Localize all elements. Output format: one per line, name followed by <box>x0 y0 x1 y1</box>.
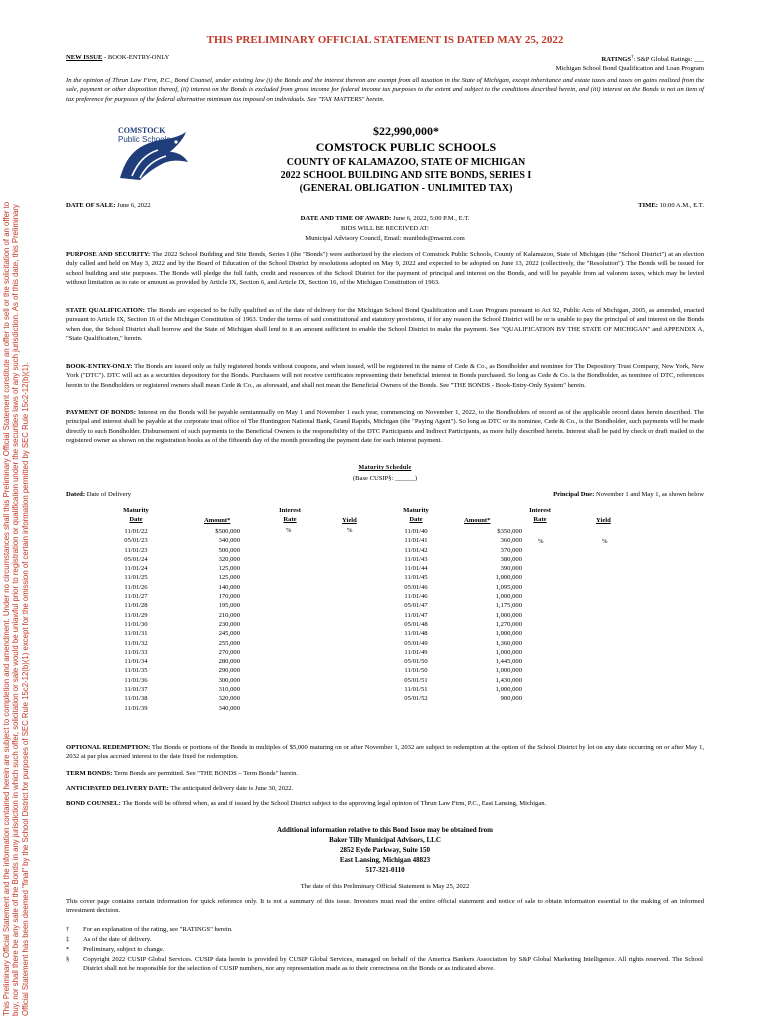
maturity-row <box>116 629 246 638</box>
advisor-phone: 517-321-0110 <box>365 866 405 874</box>
principal-due-line <box>66 490 704 499</box>
maturity-amount: 280,000 <box>218 658 240 666</box>
maturity-row <box>396 648 536 657</box>
title-line-1: COUNTY OF KALAMAZOO, STATE OF MICHIGAN <box>286 157 526 168</box>
maturity-row <box>396 601 536 610</box>
rate-header-line: Rate <box>283 516 297 524</box>
maturity-row <box>116 536 246 545</box>
delivery-date-text: The anticipated delivery date is June 30, 2022. <box>170 785 294 792</box>
footnote-text: As of the date of delivery. <box>83 936 152 943</box>
right-maturity-table <box>396 527 536 704</box>
maturity-date: 11/01/51 <box>404 686 428 694</box>
maturity-date: 11/01/46 <box>404 593 428 601</box>
maturity-row <box>396 583 536 592</box>
maturity-date: 11/01/28 <box>124 602 148 610</box>
ratings-value: : S&P Global Ratings: ___ <box>633 56 704 64</box>
maturity-row <box>396 573 536 582</box>
principal-due-value: November 1 and May 1, as shown below <box>595 491 704 498</box>
book-entry-text: The Bonds are issued only as fully registered bonds without coupons, and when issued, will be registered in the name of Cede & Co., as Bondholder and nominee for The Depository Trust Company, New York, New York ("DTC"). DTC will act as a securities depository for the Bonds. Purchasers will not receive certificates representing their beneficial interest in Bonds purchased. So long as Cede & Co. is the Bondholder, as nominee of DTC, references herein to the Bondholders or registered owners shall mean Cede & Co., as aforesaid, and shall not mean the Beneficial Owners of the Bonds. See "THE BONDS - Book-Entry-Only System" herein. <box>66 363 704 389</box>
maturity-row <box>116 704 246 713</box>
maturity-row <box>396 657 536 666</box>
statement-date: The date of this Preliminary Official Statement is May 25, 2022 <box>300 883 470 890</box>
maturity-amount: 300,000 <box>218 676 240 684</box>
maturity-amount: 210,000 <box>218 611 240 619</box>
payment-text: Interest on the Bonds will be payable semiannually on May 1 and November 1 each year, commencing on November 1, 2022, to the Bondholders of record as of the applicable record dates herein described. The principal and interest shall be payable at the corporate trust office of The Huntington National Bank, Grand Rapids, Michigan (the "Paying Agent"). So long as DTC or its nominee, Cede & Co., is the Bondholder, such payments will be made directly to such Bondholder. Disbursement of such payments to the Beneficial Owners is the responsibility of the DTC Participants and Indirect Participants, as more fully described herein. Interest shall be paid by check or draft mailed to the registered owner as shown on the registration books as of the fifteenth day of the month preceding the payment date for each interest payment. <box>66 409 704 444</box>
term-bonds-label: TERM BONDS: <box>66 770 113 777</box>
maturity-row <box>396 639 536 648</box>
book-entry-only-label: BOOK-ENTRY-ONLY: <box>66 363 133 370</box>
bids-email: Municipal Advisory Council, Email: munibids@macmi.com <box>305 235 465 242</box>
maturity-date: 05/01/48 <box>404 620 428 628</box>
maturity-row <box>396 685 536 694</box>
contact-intro: Additional information relative to this Bond Issue may be obtained from <box>277 826 493 834</box>
maturity-amount: 340,000 <box>218 704 240 712</box>
maturity-amount: 125,000 <box>218 565 240 573</box>
side-disclaimer-line: Official Statement has been deemed "final" by the School District for purposes of SEC Rule 15c2-12(b)(1) except for the omission of certain information permitted by SEC Rule 15c2-12(b)(1). <box>20 362 30 1016</box>
maturity-row <box>396 592 536 601</box>
ratings <box>66 53 704 64</box>
maturity-date: 11/01/34 <box>124 658 148 666</box>
maturity-row <box>116 583 246 592</box>
maturity-row <box>396 536 536 545</box>
maturity-amount: 255,000 <box>218 639 240 647</box>
logo-line-1: COMSTOCK <box>118 126 166 135</box>
side-disclaimer-line: This Preliminary Official Statement and the information contained herein are subject to completion and amendment. Under no circumstances shall this Preliminary Official Statement constitute an offer to sell or the solicitation of an offer to <box>2 201 11 1016</box>
maturity-amount: 380,000 <box>500 555 522 563</box>
right-rate-symbol: % <box>538 538 544 545</box>
maturity-row <box>396 620 536 629</box>
maturity-date: 11/01/24 <box>124 565 148 573</box>
ratings-program: Michigan School Bond Qualification and Loan Program <box>555 65 704 72</box>
maturity-amount: 290,000 <box>218 667 240 675</box>
right-amount-header: Amount* <box>464 517 491 524</box>
maturity-date: 11/01/48 <box>404 630 428 638</box>
maturity-date: 11/01/35 <box>124 667 148 675</box>
maturity-row <box>396 676 536 685</box>
delivery-date-label: ANTICIPATED DELIVERY DATE: <box>66 785 169 792</box>
footnote-text: Preliminary, subject to change. <box>83 946 165 953</box>
maturity-amount: 340,000 <box>218 537 240 545</box>
maturity-row <box>116 666 246 675</box>
maturity-date: 05/01/51 <box>404 676 428 684</box>
maturity-date: 05/01/24 <box>124 555 148 563</box>
maturity-date: 11/01/31 <box>124 630 148 638</box>
maturity-amount: 1,175,000 <box>495 602 522 610</box>
principal-due-label: Principal Due: <box>553 491 595 498</box>
left-yield-header: Yield <box>342 517 357 524</box>
maturity-date: 11/01/23 <box>124 546 148 554</box>
maturity-amount: 320,000 <box>218 555 240 563</box>
ratings-footnote-mark: † <box>631 55 634 60</box>
side-disclaimer <box>2 16 30 1016</box>
sale-time <box>66 201 704 210</box>
maturity-date: 11/01/45 <box>404 574 428 582</box>
award-time <box>66 214 704 223</box>
maturity-row <box>116 685 246 694</box>
delivery-date-section <box>66 784 704 793</box>
left-rate-header <box>272 506 308 525</box>
rate-header-line: Rate <box>533 516 547 524</box>
maturity-amount: 270,000 <box>218 648 240 656</box>
maturity-date: 11/01/50 <box>404 667 428 675</box>
maturity-amount: $350,000 <box>497 528 522 535</box>
bond-counsel-text: The Bonds will be offered when, as and if issued by the School District subject to the approving legal opinion of Thrun Law Firm, P.C., East Lansing, Michigan. <box>122 800 547 807</box>
maturity-date: 05/01/50 <box>404 658 428 666</box>
maturity-amount: 1,000,000 <box>495 667 522 675</box>
maturity-amount: 1,430,000 <box>495 676 522 684</box>
maturity-date: 11/01/30 <box>124 620 148 628</box>
term-bonds-text: Term Bonds are permitted. See "THE BONDS – Term Bonds" herein. <box>113 770 299 777</box>
interest-header-line: Interest <box>529 507 551 514</box>
purpose-label: PURPOSE AND SECURITY: <box>66 251 151 258</box>
logo-line-2: Public Schools <box>118 135 171 144</box>
school-logo <box>112 118 192 182</box>
maturity-header-line: Maturity <box>403 507 429 514</box>
maturity-amount: 310,000 <box>218 686 240 694</box>
advisor-city: East Lansing, Michigan 48823 <box>339 856 431 864</box>
maturity-date: 11/01/29 <box>124 611 148 619</box>
maturity-row <box>396 629 536 638</box>
preliminary-banner: THIS PRELIMINARY OFFICIAL STATEMENT IS DATED MAY 25, 2022 <box>206 34 564 46</box>
advisor-name: Baker Tilly Municipal Advisors, LLC <box>329 836 441 844</box>
maturity-row <box>396 694 536 703</box>
award-label: DATE AND TIME OF AWARD: <box>300 215 392 222</box>
maturity-amount: 320,000 <box>218 695 240 703</box>
maturity-date: 11/01/32 <box>124 639 148 647</box>
maturity-amount: 1,000,000 <box>495 686 522 694</box>
cover-note: This cover page contains certain information for quick reference only. It is not a summary of this issue. Investors must read the entire official statement and notice of sale to obtain information essential to the making of an informed investment decision. <box>66 898 704 915</box>
advisor-street: 2852 Eyde Parkway, Suite 150 <box>339 846 431 854</box>
state-qualification-text: The Bonds are expected to be fully qualified as of the date of delivery for the Michigan School Bond Qualification and Loan Program pursuant to Act 92, Public Acts of Michigan, 2005, as amended, enacted pursuant to Article IX, Section 16 of the Michigan Constitution of 1963. Under the terms of said constitutional and statutory provisions, if for any reason the School District will be or is unable to pay the principal of and interest on the Bonds when due, the School District shall borrow and the State of Michigan shall lend to it an amount sufficient to enable the School District to make the payment. See "QUALIFICATION BY THE STATE OF MICHIGAN" and APPENDIX A, "State Qualification," herein. <box>66 307 704 342</box>
footnote-mark: * <box>66 946 70 953</box>
maturity-amount: 195,000 <box>218 602 240 610</box>
state-qualification-label: STATE QUALIFICATION: <box>66 307 145 314</box>
maturity-amount: 230,000 <box>218 620 240 628</box>
bids-line: BIDS WILL BE RECEIVED AT: <box>341 225 429 232</box>
maturity-amount: 1,000,000 <box>495 630 522 638</box>
maturity-date: 11/01/41 <box>404 537 428 545</box>
maturity-amount: 140,000 <box>218 583 240 591</box>
date-of-sale-label: DATE OF SALE: <box>66 202 116 209</box>
maturity-row <box>116 601 246 610</box>
title-line-3: (GENERAL OBLIGATION - UNLIMITED TAX) <box>299 183 513 194</box>
maturity-amount: 1,270,000 <box>495 620 522 628</box>
maturity-amount: 500,000 <box>218 546 240 554</box>
optional-redemption-label: OPTIONAL REDEMPTION: <box>66 744 151 751</box>
interest-header-line: Interest <box>279 507 301 514</box>
tax-opinion: In the opinion of Thrun Law Firm, P.C., Bond Counsel, under existing law (i) the Bonds and the interest thereon are exempt from all taxation in the State of Michigan, except inheritance and estate taxes and taxes on gains realized from the sale, payment or other disposition thereof, (ii) interest on the Bonds is excluded from gross income for federal income tax purposes to the extent and subject to the conditions described herein, and (iii) interest on the Bonds is not an item of tax preference for purposes of the federal alternative minimum tax imposed on individuals. See "TAX MATTERS" herein. <box>66 77 704 103</box>
right-rate-header <box>522 506 558 525</box>
ratings-label: RATINGS <box>601 56 632 64</box>
date-header-line: Date <box>409 516 423 524</box>
maturity-row <box>116 611 246 620</box>
maturity-amount: 1,095,000 <box>495 583 522 591</box>
footnote-mark: ‡ <box>66 936 70 943</box>
maturity-date: 11/01/49 <box>404 648 428 656</box>
maturity-date: 11/01/43 <box>404 555 428 563</box>
maturity-row <box>116 527 246 536</box>
optional-redemption-text: The Bonds or portions of the Bonds in multiples of $5,000 maturing on or after November 1, 2032 are subject to redemption at the option of the School District by lot on any date occurring on or after May 1, 2032 at par plus accrued interest to the date fixed for redemption. <box>66 744 705 761</box>
optional-redemption-section <box>66 743 704 762</box>
title-line-2: 2022 SCHOOL BUILDING AND SITE BONDS, SERIES I <box>280 170 532 181</box>
maturity-amount: 245,000 <box>218 630 240 638</box>
right-yield-symbol: % <box>602 538 608 545</box>
purpose-text: The 2022 School Building and Site Bonds, Series I (the "Bonds") were authorized by the electors of Comstock Public Schools, County of Kalamazoo, State of Michigan (the "School District") at an election duly called and held on May 3, 2022 and by the Board of Education of the School District by resolutions adopted on May 9, 2022 and expected to be adopted on June 13, 2022 (collectively, the "Resolution"). The Bonds will be issued for school building and site purposes. The Bonds will pledge the full faith, credit and resources of the School District for the payment of principal and interest on the Bonds, and will be payable from ad valorem taxes, which may be levied without limitation as to rate or amount as provided by Article IX, Section 6, and Article IX, Section 16, of the Michigan Constitution of 1963. <box>66 251 704 286</box>
maturity-amount: 125,000 <box>218 574 240 582</box>
maturity-date: 11/01/26 <box>124 583 148 591</box>
term-bonds-section <box>66 769 704 778</box>
maturity-row <box>116 648 246 657</box>
maturity-row <box>396 666 536 675</box>
dated-value: Date of Delivery <box>86 491 132 498</box>
right-maturity-header <box>396 506 436 525</box>
date-of-sale-value: June 6, 2022 <box>117 202 151 209</box>
maturity-amount: $500,000 <box>215 528 240 535</box>
footnote-text: Copyright 2022 CUSIP Global Services. CUSIP data herein is provided by CUSIP Global Services, managed on behalf of the America Bankers Association by S&P Global Marketing Intelligence. All rights reserved. The School District shall not be responsible for the selection of CUSIP numbers, nor any representation made as to their correctness on the Bonds or as indicated above. <box>83 956 703 973</box>
maturity-row <box>116 555 246 564</box>
award-value: June 6, 2022, 5:00 P.M., E.T. <box>392 215 470 222</box>
state-qualification-section <box>66 306 704 343</box>
maturity-row <box>396 564 536 573</box>
maturity-date: 11/01/25 <box>124 574 148 582</box>
maturity-date: 05/01/23 <box>124 537 148 545</box>
maturity-date: 11/01/38 <box>124 695 148 703</box>
maturity-date: 11/01/22 <box>124 528 148 535</box>
maturity-row <box>116 657 246 666</box>
footnote-mark: § <box>66 956 70 963</box>
date-header-line: Date <box>129 516 143 524</box>
maturity-schedule-heading: Maturity Schedule <box>358 465 412 471</box>
maturity-row <box>116 564 246 573</box>
maturity-date: 11/01/42 <box>404 546 428 554</box>
sale-time-value: 10:00 A.M., E.T. <box>659 202 704 209</box>
maturity-row <box>116 694 246 703</box>
left-maturity-table <box>116 527 246 713</box>
bond-counsel-section <box>66 799 704 808</box>
bond-counsel-label: BOND COUNSEL: <box>66 800 121 807</box>
payment-section <box>66 408 704 445</box>
maturity-date: 05/01/49 <box>404 639 428 647</box>
maturity-row <box>396 527 536 536</box>
maturity-date: 11/01/36 <box>124 676 148 684</box>
issuer-name: COMSTOCK PUBLIC SCHOOLS <box>315 140 497 154</box>
maturity-row <box>396 546 536 555</box>
maturity-amount: 900,000 <box>500 695 522 703</box>
right-yield-header: Yield <box>596 517 611 524</box>
footnote-text: For an explanation of the rating, see "RATINGS" herein. <box>83 926 233 933</box>
maturity-date: 05/01/47 <box>404 602 428 610</box>
maturity-date: 11/01/40 <box>404 528 428 535</box>
maturity-date: 11/01/39 <box>124 704 148 712</box>
footnote-mark: † <box>66 926 70 933</box>
maturity-date: 11/01/33 <box>124 648 148 656</box>
maturity-date: 11/01/37 <box>124 686 148 694</box>
maturity-amount: 1,000,000 <box>495 648 522 656</box>
maturity-amount: 1,445,000 <box>495 658 522 666</box>
purpose-section <box>66 250 704 287</box>
maturity-amount: 360,000 <box>500 537 522 545</box>
maturity-row <box>116 592 246 601</box>
maturity-row <box>116 676 246 685</box>
maturity-amount: 1,000,000 <box>495 611 522 619</box>
maturity-row <box>396 555 536 564</box>
maturity-row <box>116 546 246 555</box>
left-amount-header: Amount* <box>204 517 231 524</box>
maturity-date: 11/01/27 <box>124 593 148 601</box>
maturity-amount: 1,000,000 <box>495 574 522 582</box>
base-cusip: (Base CUSIP§: ______) <box>352 475 418 482</box>
payment-label: PAYMENT OF BONDS: <box>66 409 136 416</box>
maturity-row <box>116 573 246 582</box>
book-entry-section <box>66 362 704 390</box>
maturity-row <box>116 639 246 648</box>
maturity-amount: 1,000,000 <box>495 593 522 601</box>
maturity-date: 05/01/46 <box>404 583 428 591</box>
maturity-amount: 1,360,000 <box>495 639 522 647</box>
sale-time-label: TIME: <box>638 202 658 209</box>
maturity-date: 05/01/52 <box>404 695 428 703</box>
left-yield-symbol: % <box>347 527 353 534</box>
maturity-row <box>116 620 246 629</box>
maturity-amount: 390,000 <box>500 565 522 573</box>
maturity-amount: 170,000 <box>218 593 240 601</box>
maturity-header-line: Maturity <box>123 507 149 514</box>
maturity-row <box>396 611 536 620</box>
side-disclaimer-line: buy, nor shall there be any sale of the Bonds in any jurisdiction in which such offer, solicitation or sale would be unlawful prior to registration or qualification under the securities laws of any such jurisdiction. As of this date, this Preliminary <box>11 204 21 1016</box>
maturity-amount: 370,000 <box>500 546 522 554</box>
new-issue-label: NEW ISSUE <box>66 54 103 61</box>
left-rate-symbol: % <box>286 527 292 534</box>
bond-amount: $22,990,000* <box>373 124 439 138</box>
maturity-date: 11/01/44 <box>404 565 428 573</box>
book-entry-label: - BOOK-ENTRY-ONLY <box>102 54 170 61</box>
maturity-date: 11/01/47 <box>404 611 428 619</box>
left-maturity-header <box>116 506 156 525</box>
dated-label: Dated: <box>66 491 86 498</box>
